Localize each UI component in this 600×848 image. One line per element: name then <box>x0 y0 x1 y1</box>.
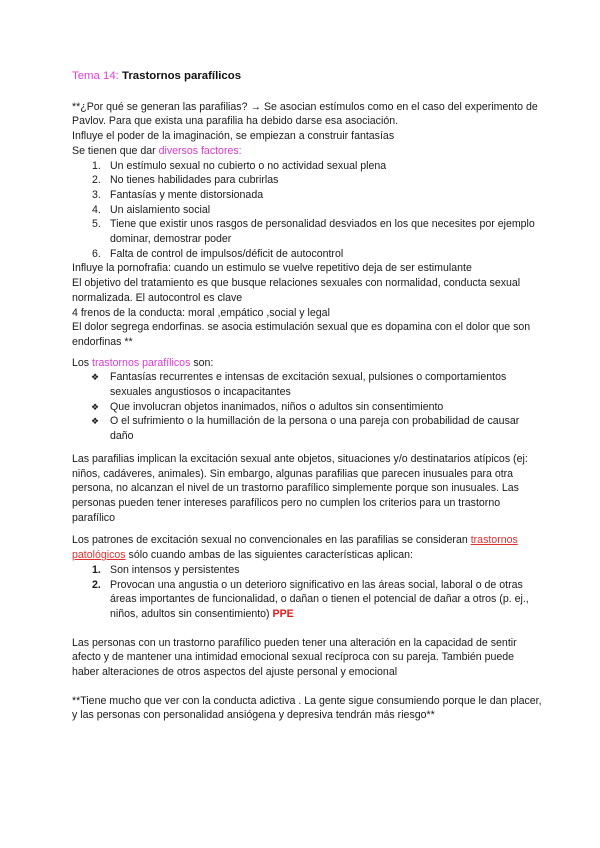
list-item: ❖ Que involucran objetos inanimados, niños o adultos sin consentimiento <box>91 400 444 413</box>
list-item: 3. Fantasías y mente distorsionada <box>92 188 264 201</box>
intro-paragraph-4: Influye la pornofrafia: cuando un estimulo se vuelve repetitivo deja de ser estimulante <box>72 262 472 275</box>
tema-label: Tema 14: <box>72 70 119 82</box>
intro-paragraph-6: 4 frenos de la conducta: moral ,empático ,social y legal <box>72 306 330 319</box>
list-item: 6. Falta de control de impulsos/déficit de autocontrol <box>92 247 344 260</box>
parafilias-paragraph: Las parafilias implican la excitación sexual ante objetos, situaciones y/o destinatarios atípicos (ej: niños, cadáveres, animales). Sin embargo, algunas parafilias que parecen inusuales para otra persona, no alcanzan el nivel de un trastorno parafílico simplemente porque son inusuales. Las personas pueden tener intereses parafílicos pero no cumplen los criterios para un trastorno parafílico <box>72 452 528 524</box>
ppe-tag: PPE <box>272 607 294 620</box>
diamond-bullet-icon: ❖ <box>91 372 100 383</box>
trastornos-list <box>72 370 542 444</box>
document-page <box>72 64 542 723</box>
list-item: ❖ Fantasías recurrentes e intensas de excitación sexual, pulsiones o comportamientos sexuales angustiosos o incapacitantes <box>91 371 507 399</box>
personas-paragraph: Las personas con un trastorno parafílico pueden tener una alteración en la capacidad de sentir afecto y de mantener una intimidad emocional sexual recíproca con su pareja. También puede haber alteraciones de otros aspectos del ajuste personal y emocional <box>72 636 517 679</box>
list-item: 4. Un aislamiento social <box>92 203 211 216</box>
list-item: 5. Tiene que existir unos rasgos de personalidad desviados en los que necesites por ejemplo dominar, demostrar poder <box>92 218 535 246</box>
trastornos-intro: Los trastornos parafílicos son: <box>72 356 214 369</box>
factors-list <box>72 159 542 262</box>
intro-paragraph-1: **¿Por qué se generan las parafilias? → Se asocian estímulos como en el caso del experimento de Pavlov. Para que exista una parafilia ha debido darse esa asociación. <box>72 100 538 128</box>
final-paragraph: **Tiene mucho que ver con la conducta adictiva . La gente sigue consumiendo porque le dan placer, y las personas con personalidad ansiógena y depresiva tendrán más riesgo** <box>72 694 542 722</box>
intro-paragraph-7: El dolor segrega endorfinas. se asocia estimulación sexual que es dopamina con el dolor que son endorfinas ** <box>72 321 531 348</box>
diversos-factores-highlight: diversos factores: <box>158 144 242 157</box>
patrones-list <box>72 563 542 622</box>
diamond-bullet-icon: ❖ <box>91 401 100 412</box>
list-item: 2. No tienes habilidades para cubrirlas <box>92 174 279 187</box>
intro-paragraph-5: El objetivo del tratamiento es que busque relaciones sexuales con normalidad, conducta sexual normalizada. El autocontrol es clave <box>72 277 521 304</box>
tema-name: Trastornos parafílicos <box>122 70 242 82</box>
trastornos-patologicos-highlight: trastornos patológicos <box>72 534 518 562</box>
patrones-intro: Los patrones de excitación sexual no convencionales en las parafilias se consideran trastornos patológicos sólo cuando ambas de las siguientes características aplican: <box>72 534 518 562</box>
diamond-bullet-icon: ❖ <box>91 416 100 427</box>
list-item: ❖ O el sufrimiento o la humillación de la persona o una pareja con probabilidad de causar daño <box>91 415 520 443</box>
page-title <box>72 69 542 84</box>
list-item: 1. Son intensos y persistentes <box>92 563 240 576</box>
intro-paragraph-2: Influye el poder de la imaginación, se empiezan a construir fantasías <box>72 130 395 143</box>
list-item: 2. Provocan una angustia o un deterioro significativo en las áreas social, laboral o de otras áreas importantes de funcionalidad, o dañan o tienen el potencial de dañar a otros (p. ej., niños, adultos sin consentimiento) PPE <box>92 578 529 620</box>
trastornos-highlight: trastornos parafílicos <box>92 356 191 369</box>
intro-paragraph-3: Se tienen que dar diversos factores: <box>72 144 242 157</box>
list-item: 1. Un estímulo sexual no cubierto o no actividad sexual plena <box>92 159 387 172</box>
